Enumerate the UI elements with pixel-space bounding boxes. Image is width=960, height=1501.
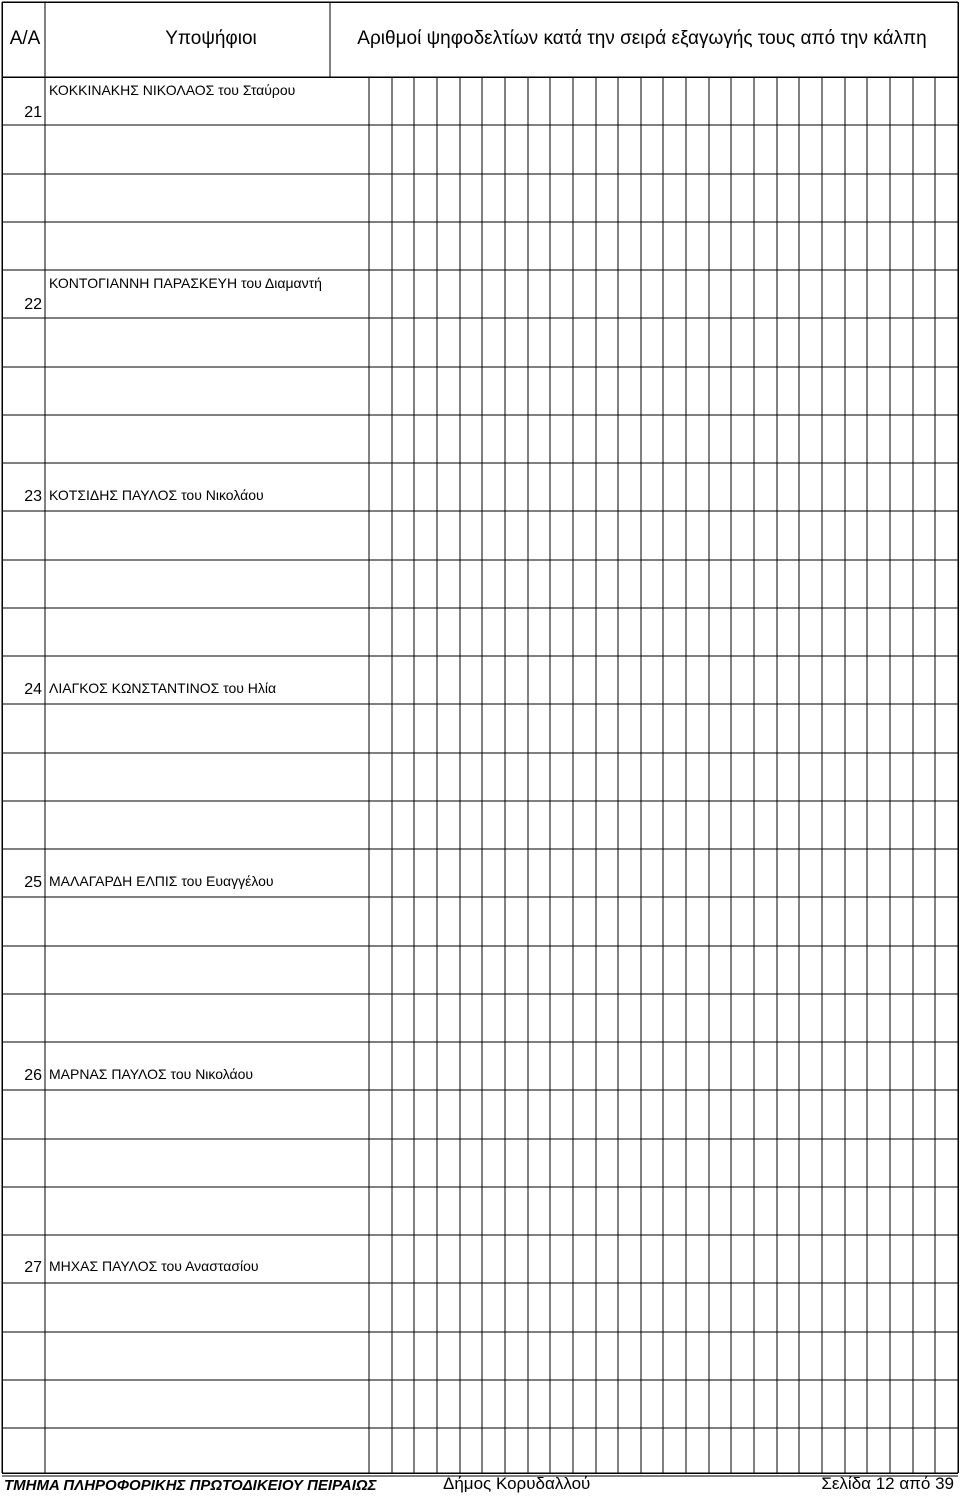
- candidate-number: 27: [24, 1259, 42, 1276]
- header-ballot-numbers: Αριθμοί ψηφοδελτίων κατά την σειρά εξαγωγής τους από την κάλπη: [357, 28, 927, 49]
- candidate-number: 25: [24, 874, 42, 891]
- header-candidates: Υποψήφιοι: [165, 28, 257, 49]
- candidate-number: 26: [24, 1067, 42, 1084]
- candidate-name: ΚΟΝΤΟΓΙΑΝΝΗ ΠΑΡΑΣΚΕΥΗ του Διαμαντή: [49, 275, 322, 291]
- candidate-name: ΜΑΛΑΓΑΡΔΗ ΕΛΠΙΣ του Ευαγγέλου: [49, 873, 274, 889]
- candidate-name: ΚΟΤΣΙΔΗΣ ΠΑΥΛΟΣ του Νικολάου: [49, 487, 264, 503]
- footer-page-number: Σελίδα 12 από 39: [821, 1474, 954, 1493]
- candidate-name: ΚΟΚΚΙΝΑΚΗΣ ΝΙΚΟΛΑΟΣ του Σταύρου: [49, 82, 296, 98]
- footer-municipality: Δήμος Κορυδαλλού: [443, 1474, 591, 1493]
- candidate-number: 23: [24, 488, 42, 505]
- candidate-name: ΜΗΧΑΣ ΠΑΥΛΟΣ του Αναστασίου: [49, 1258, 259, 1274]
- candidate-name: ΜΑΡΝΑΣ ΠΑΥΛΟΣ του Νικολάου: [49, 1066, 254, 1082]
- footer-department: ΤΜΗΜΑ ΠΛΗΡΟΦΟΡΙΚΗΣ ΠΡΩΤΟΔΙΚΕΙΟΥ ΠΕΙΡΑΙΩΣ: [4, 1477, 377, 1494]
- candidate-number: 22: [24, 296, 42, 313]
- header-aa: Α/Α: [9, 28, 41, 49]
- candidate-number: 24: [24, 681, 42, 698]
- candidate-number: 21: [24, 104, 42, 121]
- candidate-name: ΛΙΑΓΚΟΣ ΚΩΝΣΤΑΝΤΙΝΟΣ του Ηλία: [49, 680, 277, 696]
